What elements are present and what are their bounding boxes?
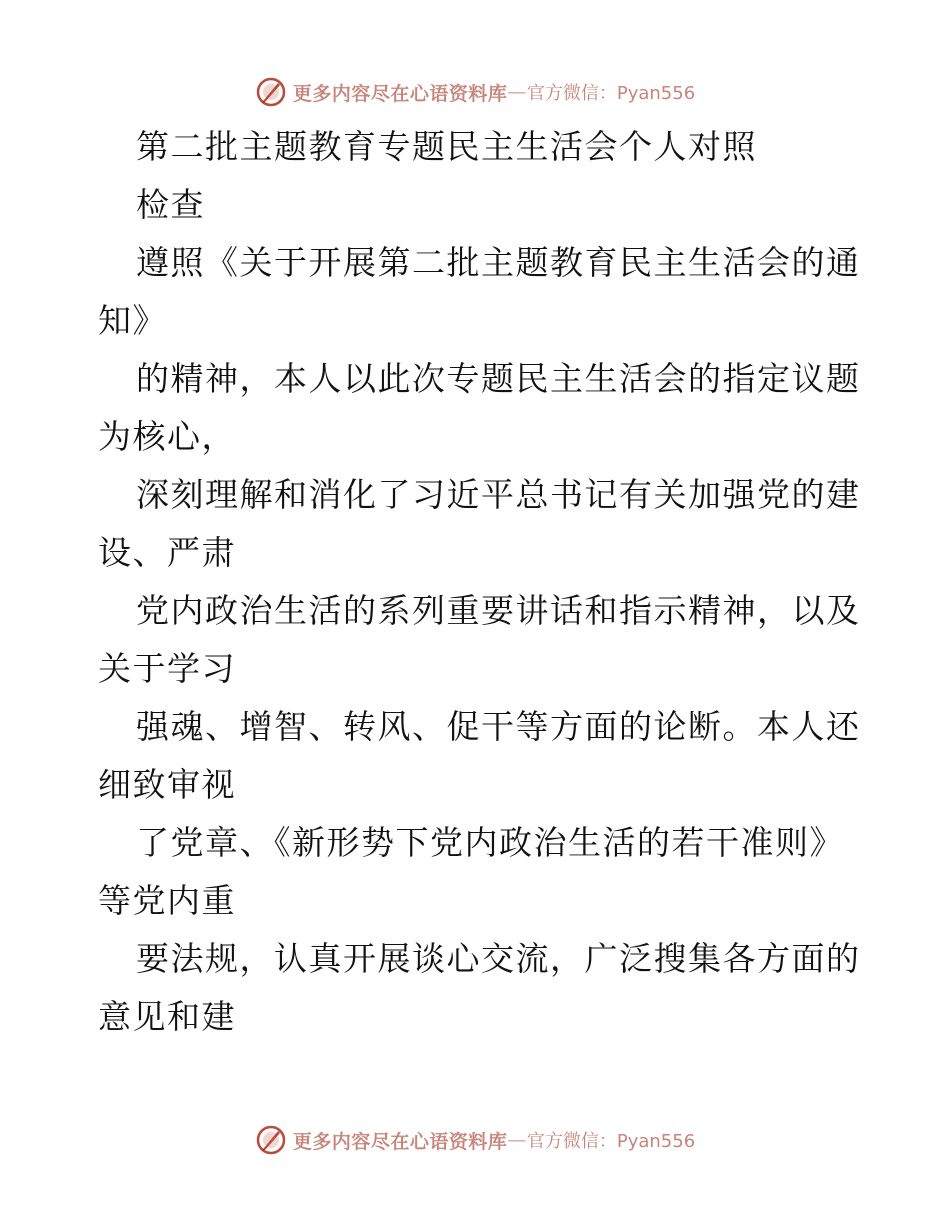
banner-contact: 官方微信：Pyan556 (526, 1131, 696, 1152)
document-line: 了党章、《新形势下党内政治生活的若干准则》 (136, 823, 844, 862)
document-line: 要法规，认真开展谈心交流，广泛搜集各方面的 (136, 939, 861, 978)
document-line: 等党内重 (98, 881, 236, 920)
document-line: 意见和建 (98, 997, 236, 1036)
document-line: 的精神，本人以此次专题民主生活会的指定议题 (136, 359, 861, 398)
document-body (98, 118, 861, 1046)
banner-contact: 官方微信：Pyan556 (526, 83, 696, 104)
header-banner (0, 72, 950, 112)
banner-separator: — (507, 81, 527, 103)
document-line: 党内政治生活的系列重要讲话和指示精神，以及 (136, 591, 861, 630)
document-line: 第二批主题教育专题民主生活会个人对照 (136, 127, 757, 166)
banner-separator: — (507, 1129, 527, 1151)
document-line: 设、严肃 (98, 533, 236, 572)
document-line: 关于学习 (98, 649, 236, 688)
banner-text: 更多内容尽在心语资料库 (292, 1130, 508, 1153)
quill-pen-logo-icon (255, 76, 287, 108)
document-line: 细致审视 (98, 765, 236, 804)
quill-pen-logo-icon (255, 1124, 287, 1156)
document-line: 知》 (98, 301, 167, 340)
document-line: 深刻理解和消化了习近平总书记有关加强党的建 (136, 475, 861, 514)
footer-banner (0, 1120, 950, 1160)
document-line: 强魂、增智、转风、促干等方面的论断。本人还 (136, 707, 861, 746)
banner-text: 更多内容尽在心语资料库 (292, 82, 508, 105)
document-line: 检查 (136, 185, 205, 224)
document-line: 遵照《关于开展第二批主题教育民主生活会的通 (136, 243, 861, 282)
document-line: 为核心， (98, 417, 236, 456)
